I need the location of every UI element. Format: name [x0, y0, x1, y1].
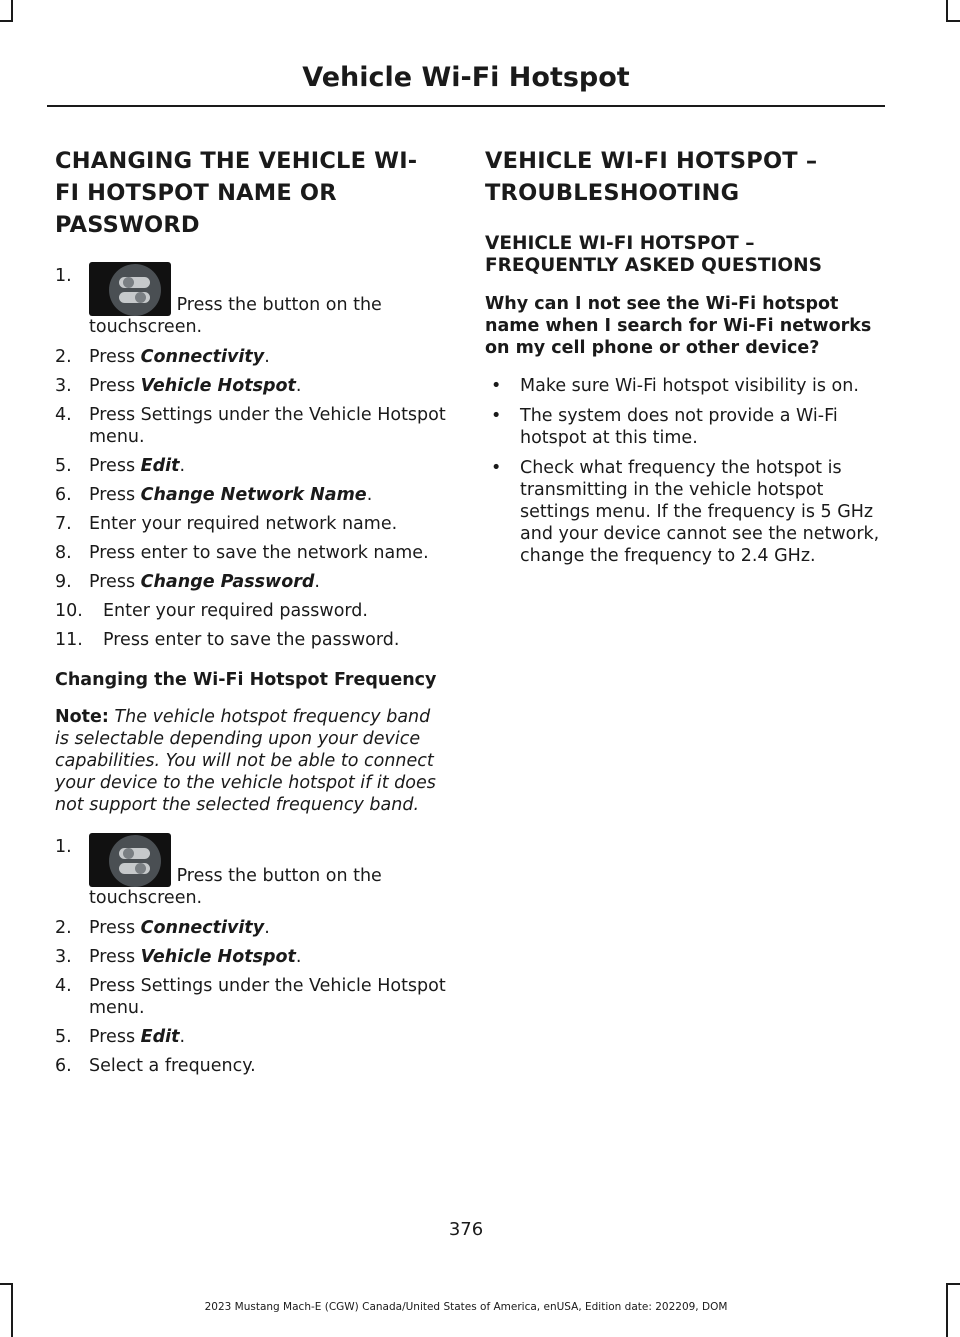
crop-mark: [11, 0, 13, 22]
step-number: 8.: [55, 543, 72, 563]
step-text: Press: [89, 485, 141, 505]
step-text: Press: [89, 347, 141, 367]
step-number: 2.: [55, 918, 72, 938]
step-number: 4.: [55, 976, 72, 996]
heading-line: TROUBLESHOOTING: [485, 180, 740, 206]
step-text: Press: [89, 1027, 141, 1047]
step-item: [55, 265, 447, 338]
heading-line: CHANGING THE VEHICLE WI-: [55, 148, 418, 174]
step-text: Press: [89, 376, 141, 396]
step-item: [55, 1055, 447, 1077]
step-emphasis: Edit: [140, 456, 180, 476]
step-item: [55, 375, 447, 397]
crop-mark: [946, 20, 960, 22]
list-item: [485, 405, 880, 449]
step-number: 1.: [55, 837, 72, 857]
note-paragraph: [55, 706, 447, 816]
crop-mark: [946, 1283, 960, 1285]
step-number: 2.: [55, 347, 72, 367]
step-item: [55, 542, 447, 564]
step-number: 3.: [55, 376, 72, 396]
step-number: 5.: [55, 456, 72, 476]
step-text: Press: [89, 572, 141, 592]
bullet-text: The system does not provide a Wi-Fi hotspot at this time.: [520, 406, 838, 448]
step-emphasis: Vehicle Hotspot: [140, 947, 296, 967]
step-emphasis: Vehicle Hotspot: [140, 376, 296, 396]
bullet-icon: •: [491, 406, 502, 426]
step-number: 6.: [55, 1056, 72, 1076]
step-emphasis: Change Password: [140, 572, 315, 592]
step-text: Press Settings under the Vehicle Hotspot menu.: [89, 405, 446, 447]
page-number: 376: [448, 1219, 484, 1240]
step-item: [55, 917, 447, 939]
step-text: Press enter to save the network name.: [89, 543, 429, 563]
heading-line: VEHICLE WI-FI HOTSPOT –: [485, 148, 818, 174]
step-item: [55, 600, 447, 622]
heading-line: FI HOTSPOT NAME OR: [55, 180, 337, 206]
step-number: 6.: [55, 485, 72, 505]
settings-toggle-icon[interactable]: [89, 262, 171, 316]
step-item: [55, 346, 447, 368]
crop-mark: [946, 1283, 948, 1337]
step-text: Press: [89, 918, 141, 938]
step-text: Select a frequency.: [89, 1056, 256, 1076]
step-item: [55, 836, 447, 909]
step-text: Enter your required network name.: [89, 514, 398, 534]
crop-mark: [0, 20, 13, 22]
steps-list-frequency: [55, 836, 447, 1077]
step-emphasis: Connectivity: [140, 347, 265, 367]
step-item: [55, 571, 447, 593]
step-text: .: [179, 456, 186, 476]
step-item: [55, 629, 447, 651]
step-item: [55, 404, 447, 448]
heading-line: PASSWORD: [55, 212, 200, 238]
note-label: Note:: [55, 707, 109, 727]
page-header-title: Vehicle Wi-Fi Hotspot: [302, 62, 630, 93]
steps-list-name-password: [55, 265, 447, 651]
step-emphasis: Connectivity: [140, 918, 265, 938]
step-number: 1.: [55, 266, 72, 286]
step-item: [55, 513, 447, 535]
step-number: 10.: [55, 601, 83, 621]
settings-toggle-icon[interactable]: [89, 833, 171, 887]
step-text: .: [264, 918, 270, 938]
bullet-text: Make sure Wi-Fi hotspot visibility is on.: [520, 376, 859, 396]
step-text: .: [295, 376, 302, 396]
step-item: [55, 975, 447, 1019]
step-number: 3.: [55, 947, 72, 967]
step-text: Press the button on the touchscreen.: [89, 295, 382, 337]
step-text: Press: [89, 456, 141, 476]
section-heading-change-name-password: [55, 145, 447, 241]
step-emphasis: Edit: [140, 1027, 180, 1047]
edition-footer: 2023 Mustang Mach-E (CGW) Canada/United States of America, enUSA, Edition date: 202209, DOM: [204, 1301, 728, 1313]
subheading-faq: VEHICLE WI-FI HOTSPOT – FREQUENTLY ASKED QUESTIONS: [485, 233, 822, 276]
step-number: 5.: [55, 1027, 72, 1047]
bullet-icon: •: [491, 458, 502, 478]
step-number: 4.: [55, 405, 72, 425]
step-text: Press Settings under the Vehicle Hotspot menu.: [89, 976, 446, 1018]
step-emphasis: Change Network Name: [140, 485, 367, 505]
step-item: [55, 455, 447, 477]
step-item: [55, 484, 447, 506]
step-item: [55, 1026, 447, 1048]
step-text: Press: [89, 947, 141, 967]
step-text: Press enter to save the password.: [103, 630, 400, 650]
left-column: [55, 145, 447, 1084]
subsection-heading-frequency: Changing the Wi-Fi Hotspot Frequency: [55, 670, 437, 690]
step-text: Press the button on the touchscreen.: [89, 866, 382, 908]
step-number: 11.: [55, 630, 83, 650]
faq-answer-list: [485, 375, 880, 567]
step-text: Enter your required password.: [103, 601, 368, 621]
list-item: [485, 457, 880, 567]
list-item: [485, 375, 880, 397]
bullet-icon: •: [491, 376, 502, 396]
header-divider: [47, 105, 885, 107]
faq-question: Why can I not see the Wi-Fi hotspot name when I search for Wi-Fi networks on my cell phone or other device?: [485, 294, 872, 358]
step-text: .: [295, 947, 302, 967]
step-text: .: [264, 347, 270, 367]
right-column: [485, 145, 880, 575]
crop-mark: [0, 1283, 13, 1285]
note-text: The vehicle hotspot frequency band is selectable depending upon your device capabilities. You will not be able to connect your device to the vehicle hotspot if it does not support the selected frequency band.: [55, 707, 436, 815]
step-text: .: [179, 1027, 186, 1047]
step-number: 7.: [55, 514, 72, 534]
crop-mark: [946, 0, 948, 22]
section-heading-troubleshooting: [485, 145, 880, 209]
step-text: .: [366, 485, 373, 505]
step-number: 9.: [55, 572, 72, 592]
step-text: .: [314, 572, 320, 592]
step-item: [55, 946, 447, 968]
bullet-text: Check what frequency the hotspot is transmitting in the vehicle hotspot settings menu. If the frequency is 5 GHz and your device cannot see the network, change the frequency to 2.4 GHz.: [520, 458, 880, 566]
